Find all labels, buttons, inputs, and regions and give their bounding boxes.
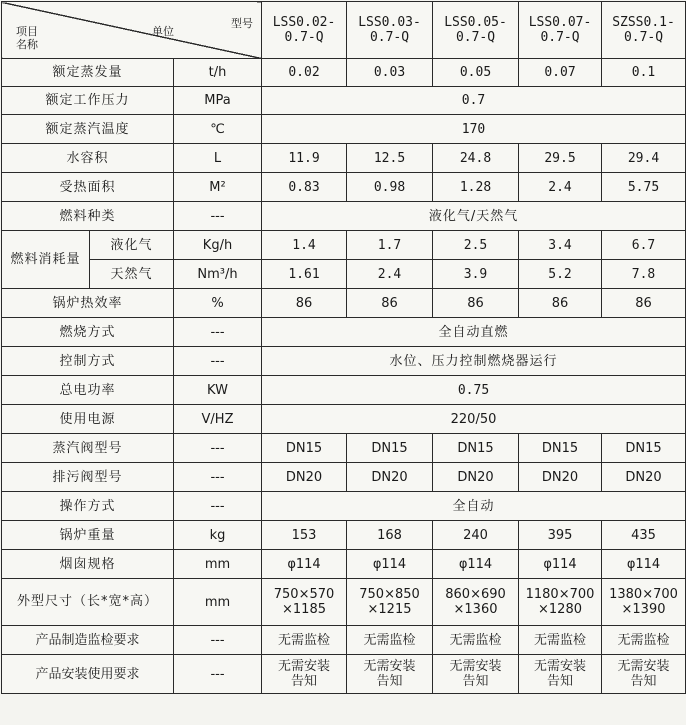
row-name: 外型尺寸（长*宽*高）	[2, 579, 174, 626]
row-name: 总电功率	[2, 376, 174, 405]
row-unit: Kg/h	[174, 231, 262, 260]
row-unit: mm	[174, 579, 262, 626]
row-value: 无需监检	[602, 626, 686, 655]
row-unit: ---	[174, 347, 262, 376]
row-value: 无需监检	[262, 626, 347, 655]
row-value: 0.98	[347, 173, 433, 202]
model-header: LSS0.05- 0.7-Q	[433, 2, 519, 59]
row-value: DN15	[347, 434, 433, 463]
table-row-fuel-natural-gas	[2, 260, 686, 289]
row-unit: ---	[174, 655, 262, 694]
spec-table	[1, 1, 686, 694]
table-row-manufacture-inspection	[2, 626, 686, 655]
row-value-merged: 0.7	[262, 87, 686, 115]
row-unit: L	[174, 144, 262, 173]
row-value: 240	[433, 521, 519, 550]
row-unit: KW	[174, 376, 262, 405]
table-row-dimensions	[2, 579, 686, 626]
row-value: 无需监检	[519, 626, 602, 655]
row-value: DN20	[347, 463, 433, 492]
table-row-water-volume	[2, 144, 686, 173]
row-value: 1.61	[262, 260, 347, 289]
row-value: 750×850 ×1215	[347, 579, 433, 626]
row-name: 燃烧方式	[2, 318, 174, 347]
row-value: 7.8	[602, 260, 686, 289]
row-unit: kg	[174, 521, 262, 550]
table-row-supply	[2, 405, 686, 434]
row-value: 29.5	[519, 144, 602, 173]
row-value: 0.83	[262, 173, 347, 202]
row-value: 无需安装 告知	[602, 655, 686, 694]
row-value: 无需监检	[433, 626, 519, 655]
row-unit: ---	[174, 626, 262, 655]
row-value: φ114	[262, 550, 347, 579]
row-value: 无需安装 告知	[262, 655, 347, 694]
row-value: 6.7	[602, 231, 686, 260]
row-value: 无需安装 告知	[433, 655, 519, 694]
row-name: 水容积	[2, 144, 174, 173]
row-value: 86	[433, 289, 519, 318]
model-header: SZSS0.1- 0.7-Q	[602, 2, 686, 59]
table-row-chimney	[2, 550, 686, 579]
row-value: DN20	[602, 463, 686, 492]
table-row-evaporation	[2, 59, 686, 87]
row-unit: ---	[174, 318, 262, 347]
row-value: 3.9	[433, 260, 519, 289]
table-row-fuel-lpg	[2, 231, 686, 260]
row-value: φ114	[347, 550, 433, 579]
row-value: 1.4	[262, 231, 347, 260]
row-value-merged: 水位、压力控制燃烧器运行	[262, 347, 686, 376]
row-unit: ℃	[174, 115, 262, 144]
row-name: 额定工作压力	[2, 87, 174, 115]
row-value: 86	[347, 289, 433, 318]
row-name: 锅炉热效率	[2, 289, 174, 318]
model-header: LSS0.02- 0.7-Q	[262, 2, 347, 59]
header-item-label: 项目	[16, 25, 38, 38]
row-value: DN20	[433, 463, 519, 492]
row-name: 额定蒸汽温度	[2, 115, 174, 144]
row-name: 烟囱规格	[2, 550, 174, 579]
row-name: 操作方式	[2, 492, 174, 521]
row-value: DN15	[262, 434, 347, 463]
row-value: 0.07	[519, 59, 602, 87]
row-value: 5.75	[602, 173, 686, 202]
header-row	[2, 2, 686, 59]
row-unit: ---	[174, 434, 262, 463]
row-name: 排污阀型号	[2, 463, 174, 492]
row-value: 750×570 ×1185	[262, 579, 347, 626]
row-value: 86	[602, 289, 686, 318]
row-value: 无需安装 告知	[519, 655, 602, 694]
row-subname: 液化气	[90, 231, 174, 260]
model-header: LSS0.03- 0.7-Q	[347, 2, 433, 59]
row-name: 控制方式	[2, 347, 174, 376]
header-corner-cell	[2, 2, 262, 59]
row-value: 86	[519, 289, 602, 318]
header-unit-label: 单位	[152, 25, 174, 38]
row-value-merged: 0.75	[262, 376, 686, 405]
model-header: LSS0.07- 0.7-Q	[519, 2, 602, 59]
row-name: 燃料种类	[2, 202, 174, 231]
row-value: 2.4	[519, 173, 602, 202]
row-value: 12.5	[347, 144, 433, 173]
row-value: 0.02	[262, 59, 347, 87]
row-value: 86	[262, 289, 347, 318]
table-row-pressure	[2, 87, 686, 115]
row-value: 无需安装 告知	[347, 655, 433, 694]
header-model-label: 型号	[231, 17, 254, 30]
row-value-merged: 全自动	[262, 492, 686, 521]
row-value-merged: 170	[262, 115, 686, 144]
table-row-drain-valve	[2, 463, 686, 492]
row-value: DN20	[262, 463, 347, 492]
row-value: 0.1	[602, 59, 686, 87]
header-name-label: 名称	[16, 38, 38, 51]
row-name: 受热面积	[2, 173, 174, 202]
table-row-temperature	[2, 115, 686, 144]
row-value: 2.4	[347, 260, 433, 289]
row-value: 0.03	[347, 59, 433, 87]
row-value: 435	[602, 521, 686, 550]
row-value: 860×690 ×1360	[433, 579, 519, 626]
row-value: 395	[519, 521, 602, 550]
row-value: 29.4	[602, 144, 686, 173]
row-unit: t/h	[174, 59, 262, 87]
row-value: φ114	[602, 550, 686, 579]
row-name: 产品安装使用要求	[2, 655, 174, 694]
row-value: 2.5	[433, 231, 519, 260]
table-row-heating-area	[2, 173, 686, 202]
row-value: DN15	[602, 434, 686, 463]
row-value: 1380×700 ×1390	[602, 579, 686, 626]
row-value: φ114	[433, 550, 519, 579]
row-value-merged: 220/50	[262, 405, 686, 434]
row-value: DN20	[519, 463, 602, 492]
row-value: 1180×700 ×1280	[519, 579, 602, 626]
table-row-fuel-type	[2, 202, 686, 231]
row-unit: V/HZ	[174, 405, 262, 434]
fuel-consumption-label: 燃料消耗量	[2, 231, 90, 289]
table-row-combustion	[2, 318, 686, 347]
row-value: 无需监检	[347, 626, 433, 655]
row-name: 蒸汽阀型号	[2, 434, 174, 463]
row-value: 1.7	[347, 231, 433, 260]
row-unit: %	[174, 289, 262, 318]
row-value: DN15	[433, 434, 519, 463]
table-row-weight	[2, 521, 686, 550]
row-value: φ114	[519, 550, 602, 579]
row-unit: Nm³/h	[174, 260, 262, 289]
table-row-operation	[2, 492, 686, 521]
row-name: 额定蒸发量	[2, 59, 174, 87]
row-value: 153	[262, 521, 347, 550]
row-unit: mm	[174, 550, 262, 579]
row-value-merged: 液化气/天然气	[262, 202, 686, 231]
row-unit: ---	[174, 202, 262, 231]
row-unit: ---	[174, 492, 262, 521]
row-value: 5.2	[519, 260, 602, 289]
row-unit: M²	[174, 173, 262, 202]
row-name: 产品制造监检要求	[2, 626, 174, 655]
row-value-merged: 全自动直燃	[262, 318, 686, 347]
row-subname: 天然气	[90, 260, 174, 289]
row-value: 24.8	[433, 144, 519, 173]
row-value: DN15	[519, 434, 602, 463]
table-row-installation	[2, 655, 686, 694]
row-value: 11.9	[262, 144, 347, 173]
row-value: 0.05	[433, 59, 519, 87]
table-row-control	[2, 347, 686, 376]
row-value: 1.28	[433, 173, 519, 202]
row-unit: MPa	[174, 87, 262, 115]
table-row-efficiency	[2, 289, 686, 318]
row-unit: ---	[174, 463, 262, 492]
row-name: 锅炉重量	[2, 521, 174, 550]
row-value: 168	[347, 521, 433, 550]
table-row-steam-valve	[2, 434, 686, 463]
row-value: 3.4	[519, 231, 602, 260]
table-row-power	[2, 376, 686, 405]
row-name: 使用电源	[2, 405, 174, 434]
